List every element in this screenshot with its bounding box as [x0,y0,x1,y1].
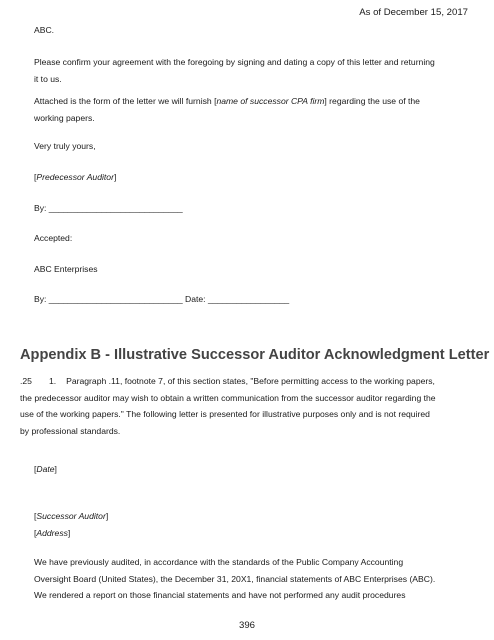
letter-closing: Very truly yours, [34,141,96,151]
appendix-line-1: .25 1. Paragraph .11, footnote 7, of this section states, "Before permitting access to the working papers, [20,376,435,386]
date-placeholder: [Date] [34,464,57,474]
predecessor-auditor-placeholder: Predecessor Auditor [36,172,114,182]
appendix-line-4: by professional standards. [20,425,121,436]
confirm-line-2: it to us. [34,73,62,84]
by-date-signature-line: By: ____________________________ Date: _________________ [34,294,290,304]
header-date: As of December 15, 2017 [359,7,468,18]
accepted-label: Accepted: [34,233,73,243]
letter-abc: ABC. [34,25,55,35]
body-line-1: We have previously audited, in accordance with the standards of the Public Company Accounting [34,557,404,567]
attached-line-1 [34,93,420,110]
body-line-2: Oversight Board (United States), the December 31, 20X1, financial statements of ABC Enterprises (ABC). [34,573,436,584]
successor-auditor-placeholder: [Successor Auditor] [34,511,109,521]
item-number: 1. [48,376,57,386]
paragraph-number: .25 [20,376,32,386]
by-signature-line-1: By: ____________________________ [34,203,183,213]
predecessor-auditor-signature: [Predecessor Auditor] [34,172,117,182]
appendix-title: Appendix B - Illustrative Successor Auditor Acknowledgment Letter [20,347,490,363]
appendix-line-3: use of the working papers." The following letter is presented for illustrative purposes only and is not required [20,409,430,419]
page-number: 396 [238,620,255,631]
appendix-paragraph-25 [20,373,475,439]
address-placeholder: [Address] [34,528,71,538]
successor-firm-placeholder: name of successor CPA firm [216,96,325,106]
appendix-line-2: the predecessor auditor may wish to obtain a written communication from the successor auditor regarding the [20,392,436,403]
attached-pre: Attached is the form of the letter we will furnish [ [34,96,217,106]
company-name: ABC Enterprises [34,264,98,274]
body-line-3: We rendered a report on those financial statements and have not performed any audit procedures [34,590,406,600]
attached-line-2: working papers. [34,112,95,123]
attached-post: ] regarding the use of the [324,96,420,106]
successor-letter-body [34,554,435,604]
confirm-line-1: Please confirm your agreement with the foregoing by signing and dating a copy of this letter and returning [34,57,435,67]
letter-confirm-paragraph [34,54,435,87]
letter-attached-paragraph [34,93,420,126]
